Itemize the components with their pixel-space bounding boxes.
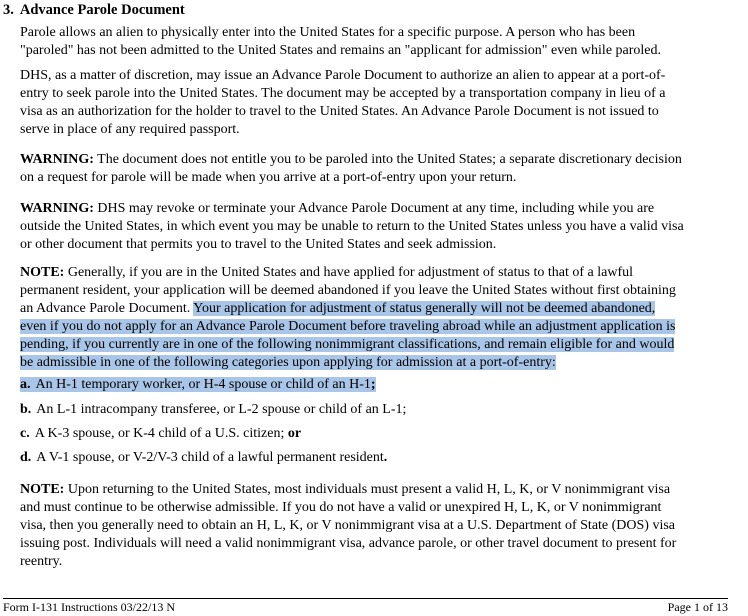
text-span: DHS may revoke or terminate your Advance Parole Document at any time, including while you are: [93, 201, 655, 216]
text-line: permanent resident, your application will be deemed abandoned if you leave the United States without first obtaining: [20, 283, 676, 298]
paragraph-dhs-discretion: [20, 67, 722, 139]
highlighted-text: [20, 377, 376, 392]
list-item-label: b.: [20, 402, 32, 417]
list-item-label: c.: [20, 426, 30, 441]
list-item-text: An L-1 intracompany transferee, or L-2 spouse or child of an L-1;: [36, 402, 407, 417]
section-title: Advance Parole Document: [19, 2, 185, 18]
text-line: [20, 200, 722, 218]
list-item-d: [20, 448, 387, 468]
warning-label: WARNING:: [20, 201, 94, 216]
text-line: visa as an authorization for the holder to travel to the United States. An Advance Parole Document is not issued to: [20, 104, 659, 119]
note-abandonment: [20, 264, 722, 372]
page-number: Page 1 of 13: [667, 600, 728, 614]
text-span: Upon returning to the United States, most individuals must present a valid H, L, K, or V nonimmigrant visa: [64, 482, 671, 497]
note-return-visa: [20, 481, 722, 571]
section-heading: [3, 1, 185, 19]
highlighted-text: be admissible in one of the following categories upon applying for admission at a port-of-entry:: [20, 355, 556, 370]
list-item-tail: or: [287, 426, 302, 441]
text-line: [20, 264, 722, 282]
text-line: or other document that permits you to travel to the United States and seek admission.: [20, 237, 497, 252]
text-line: reentry.: [20, 554, 63, 569]
text-line: "paroled" has not been admitted to the United States and remains an "applicant for admission" even while paroled.: [20, 43, 662, 58]
text-line: entry to seek parole into the United States. The document may be accepted by a transportation company in lieu of a: [20, 86, 666, 101]
highlighted-text: pending, if you currently are in one of the following nonimmigrant classifications, and remain eligible for and would: [20, 337, 675, 352]
list-item-a: [20, 375, 376, 395]
text-line: DHS, as a matter of discretion, may issue an Advance Parole Document to authorize an alien to appear at a port-of-: [20, 68, 666, 83]
text-line: and must continue to be otherwise admissible. If you do not have a valid or unexpired H, L, K, or V nonimmigrant: [20, 500, 662, 515]
list-item-text: A K-3 spouse, or K-4 child of a U.S. citizen;: [34, 426, 288, 441]
highlighted-text: Your application for adjustment of status generally will not be deemed abandoned,: [193, 301, 656, 316]
warning-label: WARNING:: [20, 152, 94, 167]
text-span: an Advance Parole Document.: [20, 301, 194, 316]
list-item-text: An H-1 temporary worker, or H-4 spouse or child of an H-1: [35, 377, 371, 392]
list-item-c: [20, 424, 301, 444]
note-label: NOTE:: [20, 482, 65, 497]
text-line: issuing post. Individuals will need a valid nonimmigrant visa, advance parole, or other travel document to present for: [20, 536, 677, 551]
text-line: visa, then you generally need to obtain an H, L, K, or V nonimmigrant visa at a U.S. Department of State (DOS) visa: [20, 518, 676, 533]
page-footer: [3, 598, 728, 615]
highlighted-text: even if you do not apply for an Advance Parole Document before traveling abroad while an adjustment application is: [20, 319, 676, 334]
section-number: 3.: [3, 2, 14, 18]
list-item-tail: .: [383, 450, 388, 465]
text-line: outside the United States, in which event you may be unable to return to the United States unless you have a valid visa: [20, 219, 684, 234]
text-line: [20, 336, 722, 354]
list-item-text: A V-1 spouse, or V-2/V-3 child of a lawful permanent resident: [36, 450, 384, 465]
warning-revocation: [20, 200, 722, 254]
note-label: NOTE:: [20, 265, 65, 280]
text-line: [20, 481, 722, 499]
text-span: The document does not entitle you to be paroled into the United States; a separate discretionary decision: [93, 152, 682, 167]
text-span: Generally, if you are in the United States and have applied for adjustment of status to that of a lawful: [64, 265, 633, 280]
list-item-tail: ;: [370, 377, 376, 392]
warning-entitlement: [20, 151, 722, 187]
text-line: Parole allows an alien to physically enter into the United States for a specific purpose. A person who has been: [20, 25, 636, 40]
text-line: on a request for parole will be made when you arrive at a port-of-entry upon your return.: [20, 170, 517, 185]
text-line: serve in place of any required passport.: [20, 122, 240, 137]
text-line: [20, 318, 722, 336]
text-line: [20, 300, 722, 318]
text-line: [20, 354, 722, 372]
text-line: [20, 151, 722, 169]
form-identifier: Form I-131 Instructions 03/22/13 N: [3, 600, 175, 614]
list-item-b: [20, 400, 406, 420]
list-item-label: d.: [20, 450, 32, 465]
paragraph-parole-definition: [20, 24, 722, 60]
list-item-label: a.: [20, 377, 31, 392]
